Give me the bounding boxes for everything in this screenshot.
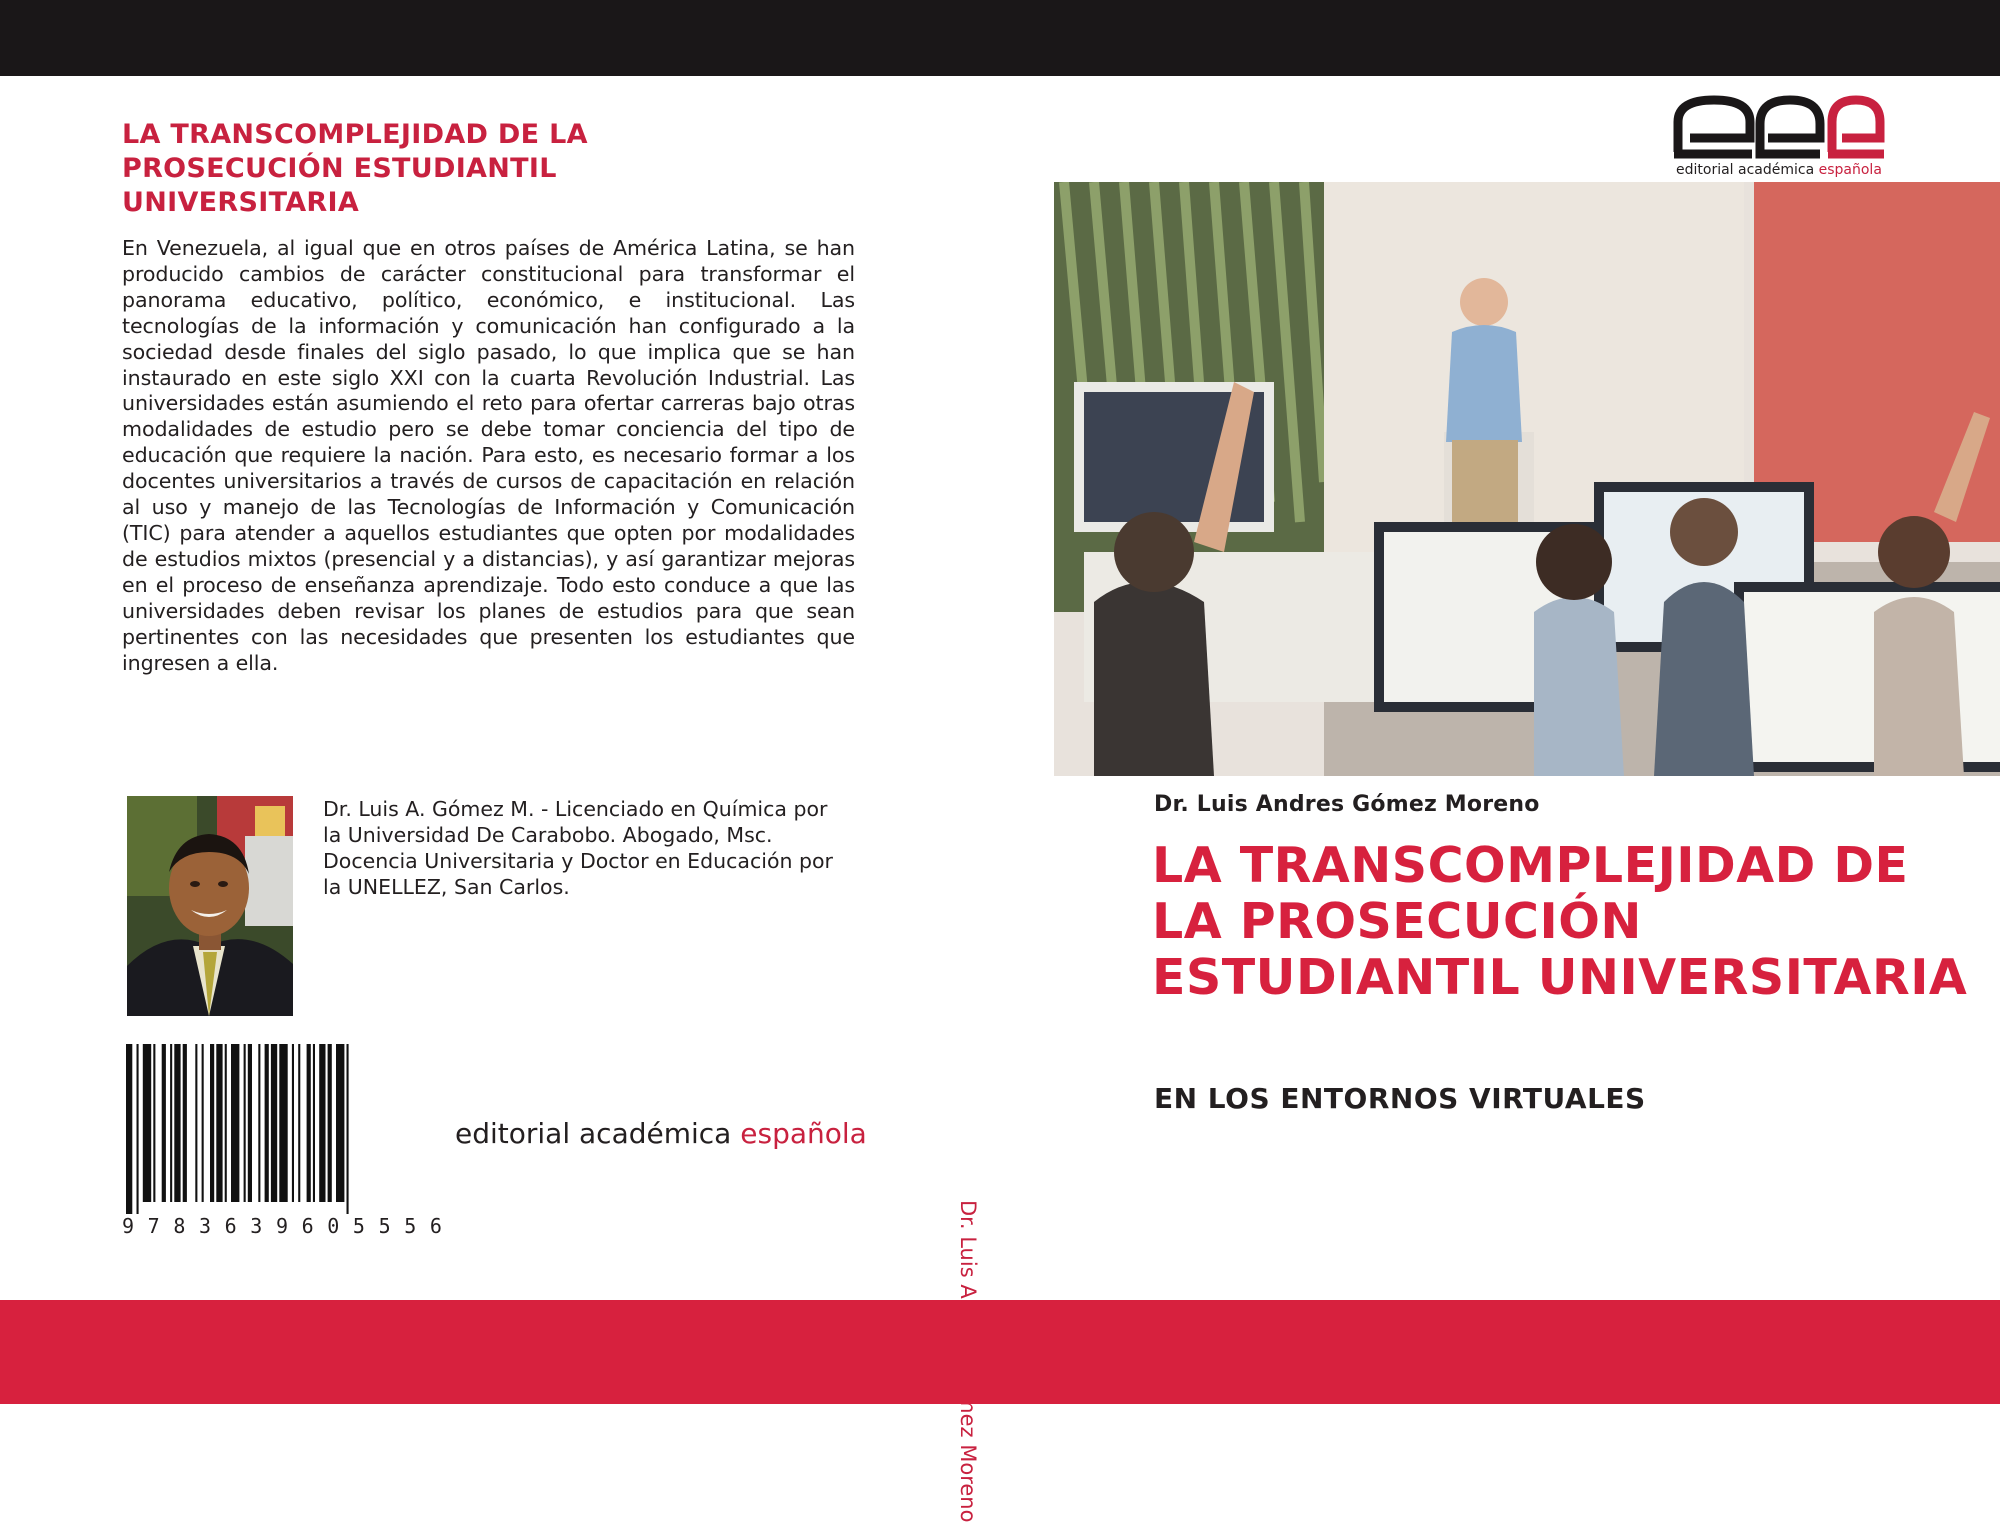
bottom-bar: [0, 1300, 2000, 1404]
barcode-bar: [210, 1044, 214, 1202]
barcode-bar: [216, 1044, 222, 1202]
logo-caption: [1676, 162, 1882, 178]
barcode-bar: [202, 1044, 204, 1202]
barcode-digit: 5: [352, 1214, 365, 1238]
barcode-bar: [279, 1044, 287, 1202]
barcode-bar: [195, 1044, 197, 1202]
barcode-digit: 5: [404, 1214, 417, 1238]
barcode-digit: 9: [275, 1214, 288, 1238]
barcode-bar: [137, 1044, 139, 1214]
barcode-bar: [307, 1044, 311, 1202]
logo-caption-accent: española: [1818, 162, 1882, 178]
barcode-digit: 7: [147, 1214, 160, 1238]
barcode-bar: [143, 1044, 151, 1202]
barcode-digit: 6: [224, 1214, 237, 1238]
barcode-bar: [313, 1044, 315, 1202]
front-subtitle: EN LOS ENTORNOS VIRTUALES: [1154, 1082, 1646, 1115]
barcode-bar: [319, 1044, 325, 1202]
barcode-bar: [328, 1044, 332, 1202]
barcode-bar: [292, 1044, 294, 1202]
barcode-bar: [244, 1044, 246, 1202]
barcode-bar: [174, 1044, 180, 1202]
barcode-bar: [183, 1044, 187, 1202]
barcode-bar: [271, 1044, 277, 1202]
barcode-bar: [126, 1044, 132, 1214]
barcode-bar: [231, 1044, 239, 1202]
barcode: [122, 1044, 442, 1240]
barcode-digit: 0: [327, 1214, 340, 1238]
barcode-bar: [265, 1044, 269, 1202]
barcode-bar: [347, 1044, 349, 1214]
barcode-bar: [162, 1044, 166, 1202]
barcode-digit: 8: [173, 1214, 186, 1238]
barcode-digit: 6: [429, 1214, 442, 1238]
back-cover-title: LA TRANSCOMPLEJIDAD DE LA PROSECUCIÓN ESTUDIANTIL UNIVERSITARIA: [122, 119, 588, 218]
publisher-name-main: editorial académica: [455, 1117, 741, 1150]
barcode-digits: [122, 1214, 442, 1238]
cover-photo: [1054, 182, 2000, 776]
logo-caption-main: editorial académica: [1676, 162, 1819, 178]
barcode-bar: [248, 1044, 252, 1202]
barcode-digit: 6: [301, 1214, 314, 1238]
publisher-name-accent: española: [740, 1117, 867, 1150]
author-photo: [127, 796, 293, 1016]
front-title: LA TRANSCOMPLEJIDAD DE LA PROSECUCIÓN ESTUDIANTIL UNIVERSITARIA: [1152, 837, 1968, 1006]
barcode-digit: 3: [198, 1214, 212, 1238]
barcode-bar: [258, 1044, 260, 1202]
top-bar: [0, 0, 2000, 76]
barcode-digit: 3: [250, 1214, 263, 1238]
back-publisher-name: [455, 1117, 867, 1150]
barcode-digit: 9: [122, 1214, 135, 1238]
barcode-bar: [336, 1044, 344, 1202]
barcode-bar: [225, 1044, 227, 1202]
author-bio: Dr. Luis A. Gómez M. - Licenciado en Química por la Universidad De Carabobo. Abogado, Msc. Docencia Universitaria y Doctor en Educación por la UNELLEZ, San Carlos.: [323, 797, 833, 899]
barcode-bar: [170, 1044, 172, 1202]
front-author: Dr. Luis Andres Gómez Moreno: [1154, 792, 1540, 817]
barcode-digit: 5: [378, 1214, 391, 1238]
barcode-bar: [153, 1044, 155, 1202]
back-cover-blurb: En Venezuela, al igual que en otros países de América Latina, se han producido cambios de carácter constitucional para transformar el panorama educativo, político, económico, e institucional. Las tecnologías de la información y comunicación han configurado a la sociedad desde finales del siglo pasado, lo que implica que se han instaurado en este siglo XXI con la cuarta Revolución Industrial. Las universidades están asumiendo el reto para ofertar carreras bajo otras modalidades de estudio pero se debe tomar conciencia del tipo de educación que requiere la nación. Para esto, es necesario formar a los docentes universitarios a través de cursos de capacitación en relación al uso y manejo de las Tecnologías de Información y Comunicación (TIC) para atender a aquellos estudiantes que opten por modalidades de estudios mixtos (presencial y a distancias), y así garantizar mejoras en el proceso de enseñanza aprendizaje. Todo esto conduce a que las universidades deben revisar los planes de estudios para que sean pertinentes con las necesidades que presenten los estudiantes que ingresen a ella.: [122, 236, 855, 675]
barcode-bar: [298, 1044, 300, 1202]
